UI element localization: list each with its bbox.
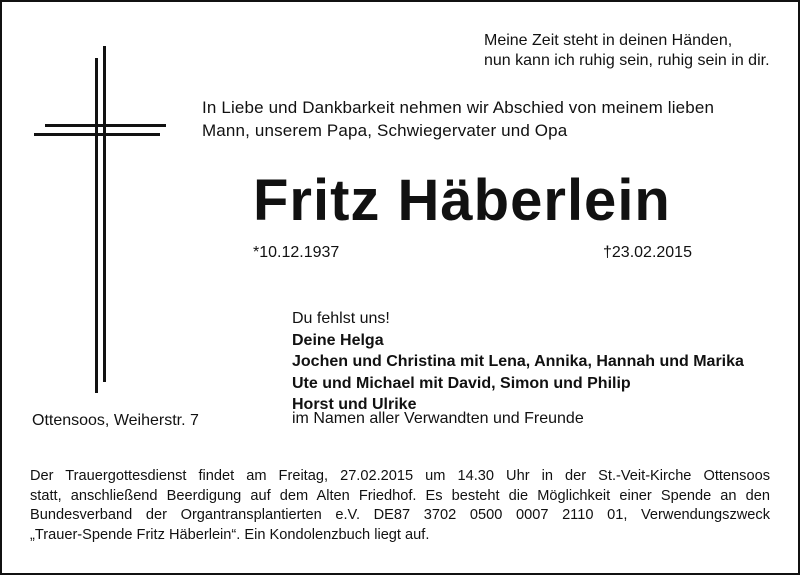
mourner-name: Ute und Michael mit David, Simon und Philip: [292, 374, 631, 392]
mourners-block: [292, 308, 744, 416]
bible-quote: [484, 31, 770, 71]
intro-text: [202, 96, 714, 142]
address: Ottensoos, Weiherstr. 7: [32, 412, 199, 429]
birth-date: *10.12.1937: [253, 244, 340, 261]
mourner-name: Deine Helga: [292, 331, 384, 349]
funeral-service-notice: [30, 467, 770, 545]
death-date: †23.02.2015: [603, 244, 692, 261]
cross-icon: [34, 46, 168, 396]
quote-line-1: Meine Zeit steht in deinen Händen,: [484, 32, 733, 49]
mourners-closing: im Namen aller Verwandten und Freunde: [292, 410, 584, 427]
service-line: Bundesverband der Organtransplantierten e.V. DE87 3702 0500 0007 2110 01, Verwendungszweck: [30, 507, 770, 523]
mourners-intro: Du fehlst uns!: [292, 310, 390, 327]
service-line: „Trauer-Spende Fritz Häberlein“. Ein Kondolenzbuch liegt auf.: [30, 526, 430, 543]
intro-line-2: Mann, unserem Papa, Schwiegervater und Opa: [202, 121, 568, 140]
service-line: statt, anschließend Beerdigung auf dem Alten Friedhof. Es besteht die Möglichkeit einer Spende an den: [30, 487, 770, 504]
deceased-name: Fritz Häberlein: [253, 168, 671, 233]
mourner-name: Jochen und Christina mit Lena, Annika, Hannah und Marika: [292, 353, 744, 370]
mourner-name: Horst und Ulrike: [292, 396, 417, 413]
quote-line-2: nun kann ich ruhig sein, ruhig sein in dir.: [484, 52, 770, 69]
intro-line-1: In Liebe und Dankbarkeit nehmen wir Abschied von meinem lieben: [202, 98, 715, 117]
service-line: Der Trauergottesdienst findet am Freitag, 27.02.2015 um 14.30 Uhr in der St.-Veit-Kirche Ottensoos: [30, 468, 770, 484]
